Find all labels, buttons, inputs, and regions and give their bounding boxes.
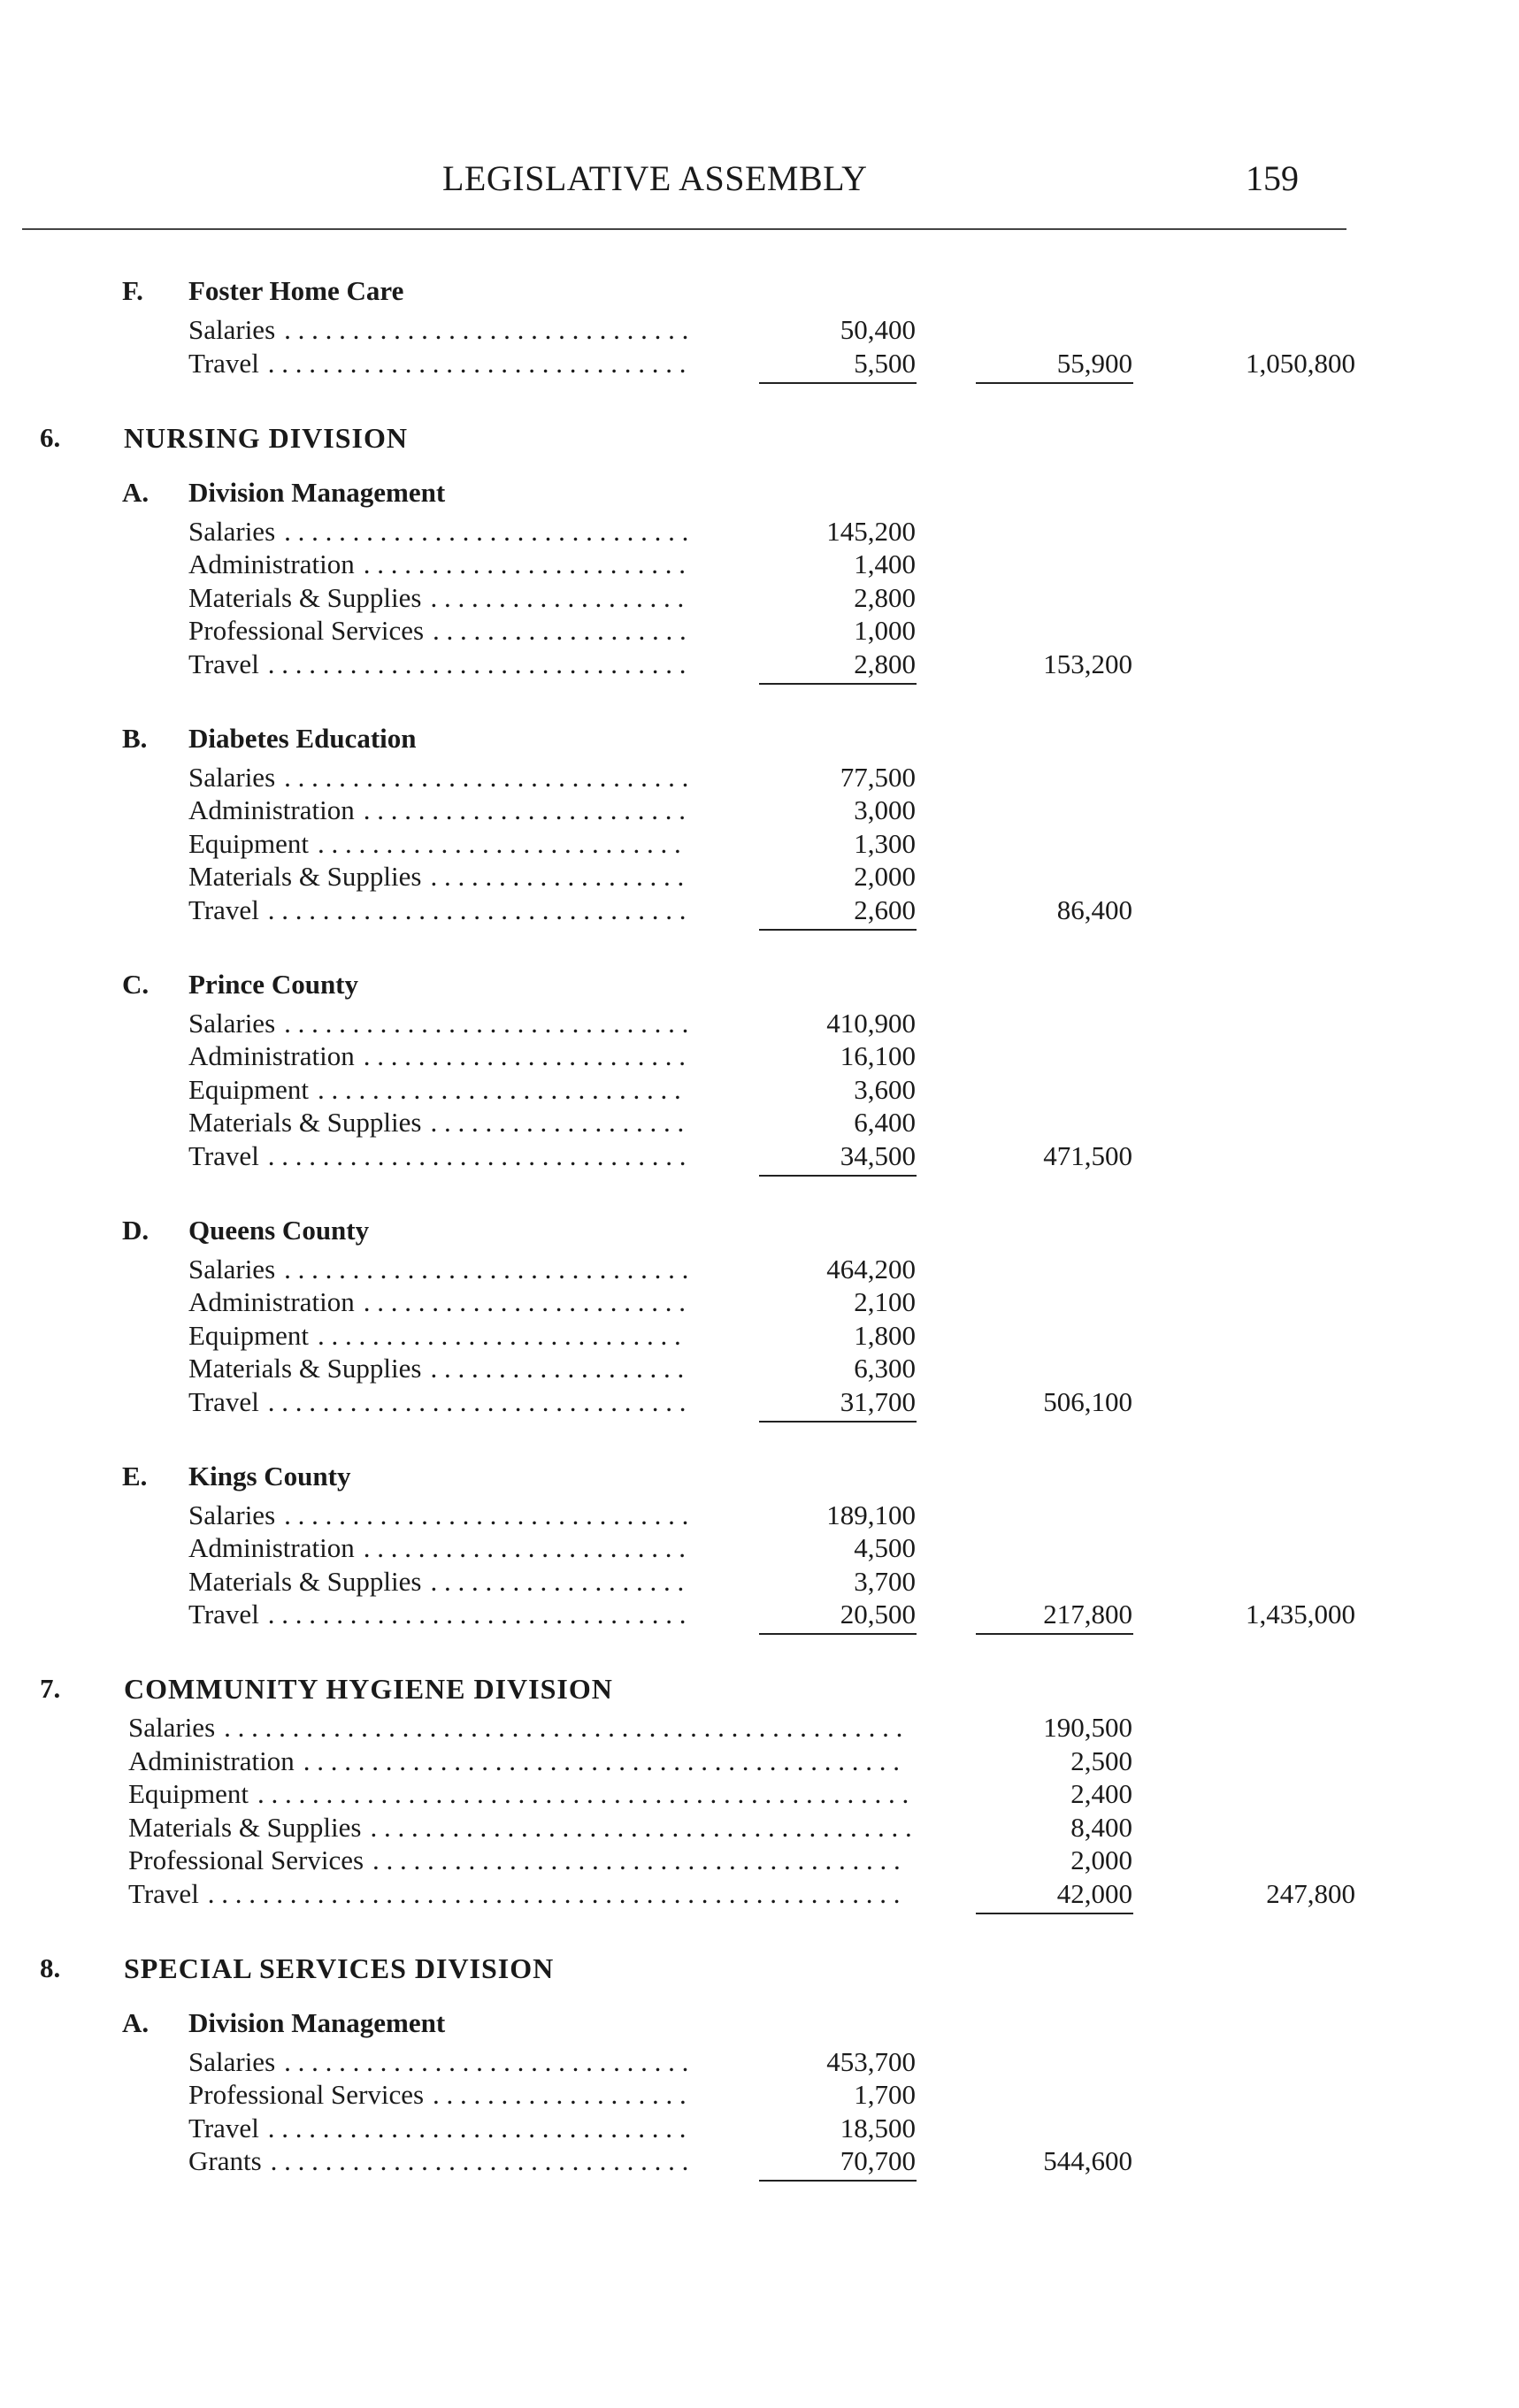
amount-subtotal: 190,500 (1043, 1712, 1132, 1743)
subsection-letter: D. (122, 1214, 150, 1246)
amount-subtotal: 55,900 (1056, 347, 1132, 379)
section-title: NURSING DIVISION (124, 421, 408, 454)
amount-subtotal: 2,000 (1070, 1844, 1132, 1875)
dot-leader: . . . . . . . . . . . . . . . . . . . . . . . . (363, 1286, 686, 1317)
amount-subtotal: 544,600 (1043, 2145, 1132, 2176)
amount-item: 2,800 (854, 648, 916, 679)
dot-leader: . . . . . . . . . . . . . . . . . . . . . . . . (363, 794, 686, 825)
line-item (0, 2144, 1519, 2178)
line-item-label: Grants (188, 2145, 262, 2176)
line-item-label: Travel (128, 1877, 199, 1909)
line-item (0, 2045, 1519, 2079)
underline-rule (976, 1633, 1133, 1635)
amount-item: 5,500 (854, 347, 916, 379)
line-item-label: Materials & Supplies (188, 1353, 422, 1384)
section-title: COMMUNITY HYGIENE DIVISION (124, 1673, 613, 1705)
amount-item: 453,700 (826, 2045, 916, 2077)
line-item (0, 1844, 1519, 1877)
subsection-title: Queens County (188, 1214, 370, 1246)
amount-item: 4,500 (854, 1532, 916, 1563)
line-item-label: Administration (188, 1040, 355, 1071)
subsection-letter: B. (122, 722, 148, 754)
underline-rule (976, 1913, 1133, 1914)
dot-leader: . . . . . . . . . . . . . . . . . . . . . . . . . . . . . . . (267, 347, 687, 379)
line-item-label: Equipment (188, 1073, 310, 1105)
amount-item: 189,100 (826, 1499, 916, 1530)
dot-leader: . . . . . . . . . . . . . . . . . . . . . . . . . . . (318, 827, 681, 859)
amount-item: 70,700 (840, 2145, 916, 2176)
amount-item: 1,700 (854, 2079, 916, 2110)
line-item (0, 893, 1519, 927)
line-item (0, 1499, 1519, 1532)
amount-item: 3,600 (854, 1073, 916, 1105)
line-item (0, 1531, 1519, 1565)
section-title: SPECIAL SERVICES DIVISION (124, 1952, 555, 1984)
line-item-label: Salaries (188, 1499, 276, 1530)
line-item (0, 1285, 1519, 1319)
amount-subtotal: 8,400 (1070, 1811, 1132, 1843)
amount-item: 1,800 (854, 1319, 916, 1351)
subsection-title: Division Management (188, 476, 446, 508)
page-header-title: LEGISLATIVE ASSEMBLY (442, 158, 868, 198)
underline-rule (976, 382, 1133, 384)
line-item-label: Travel (188, 1385, 259, 1417)
amount-subtotal: 217,800 (1043, 1599, 1132, 1630)
dot-leader: . . . . . . . . . . . . . . . . . . . (430, 1565, 685, 1597)
line-item-label: Salaries (188, 515, 276, 547)
dot-leader: . . . . . . . . . . . . . . . . . . . . . . . . (363, 1532, 686, 1563)
header-rule (22, 228, 1346, 230)
subsection-title: Division Management (188, 2006, 446, 2038)
line-item-label: Administration (188, 548, 355, 579)
line-item (0, 515, 1519, 548)
amount-item: 77,500 (840, 761, 916, 793)
amount-item: 18,500 (840, 2112, 916, 2143)
dot-leader: . . . . . . . . . . . . . . . . . . . . . . . . . . . . . . (284, 515, 689, 547)
line-item-label: Materials & Supplies (188, 581, 422, 613)
amount-item: 2,800 (854, 581, 916, 613)
amount-item: 1,300 (854, 827, 916, 859)
subsection-title: Foster Home Care (188, 275, 404, 306)
line-item-label: Administration (188, 1532, 355, 1563)
dot-leader: . . . . . . . . . . . . . . . . . . . . . . . . . . . . . . . . . . . . . . . . . . . . . . . . . . . (207, 1877, 901, 1909)
line-item-label: Materials & Supplies (128, 1811, 362, 1843)
amount-item: 6,300 (854, 1353, 916, 1384)
subsection-letter: E. (122, 1460, 148, 1492)
line-item (0, 1352, 1519, 1385)
line-item (0, 827, 1519, 861)
line-item (0, 313, 1519, 347)
dot-leader: . . . . . . . . . . . . . . . . . . . . . . . . . . . . . . . . . . . . . . . . (370, 1811, 912, 1843)
line-item (0, 1106, 1519, 1139)
line-item (0, 1007, 1519, 1040)
line-item-label: Salaries (188, 761, 276, 793)
line-item (0, 1745, 1519, 1778)
underline-rule (759, 382, 917, 384)
amount-item: 20,500 (840, 1599, 916, 1630)
line-item-label: Travel (188, 1599, 259, 1630)
amount-item: 1,000 (854, 615, 916, 646)
line-item (0, 1319, 1519, 1353)
dot-leader: . . . . . . . . . . . . . . . . . . . . . . . . . . . . . . . . . . . . . . . . . . . . (303, 1745, 900, 1776)
subsection-letter: C. (122, 968, 150, 1000)
line-item-label: Equipment (188, 1319, 310, 1351)
line-item (0, 1598, 1519, 1631)
amount-item: 34,500 (840, 1139, 916, 1171)
line-item-label: Equipment (188, 827, 310, 859)
line-item-label: Travel (188, 347, 259, 379)
amount-item: 1,400 (854, 548, 916, 579)
line-item (0, 347, 1519, 380)
line-item-label: Professional Services (188, 2079, 425, 2110)
dot-leader: . . . . . . . . . . . . . . . . . . . . . . . . . . . . . . . (267, 648, 687, 679)
line-item (0, 1877, 1519, 1911)
dot-leader: . . . . . . . . . . . . . . . . . . . . . . . . . . . . . . . . . . . . . . . . . . . . . . . . . . (224, 1712, 903, 1743)
dot-leader: . . . . . . . . . . . . . . . . . . . (430, 1107, 685, 1138)
line-item (0, 1039, 1519, 1073)
dot-leader: . . . . . . . . . . . . . . . . . . . . . . . . . . . . . . . . . . . . . . . . . . . . . . . . (257, 1778, 909, 1809)
subsection-title: Kings County (188, 1460, 351, 1492)
section-number: 8. (40, 1952, 61, 1983)
line-item (0, 761, 1519, 794)
line-item (0, 614, 1519, 648)
amount-total: 247,800 (1266, 1877, 1355, 1909)
dot-leader: . . . . . . . . . . . . . . . . . . . (430, 1353, 685, 1384)
dot-leader: . . . . . . . . . . . . . . . . . . . . . . . . . . . (318, 1073, 681, 1105)
amount-subtotal: 42,000 (1056, 1877, 1132, 1909)
line-item-label: Equipment (128, 1778, 249, 1809)
amount-item: 31,700 (840, 1385, 916, 1417)
dot-leader: . . . . . . . . . . . . . . . . . . . . . . . . . . . . . . (284, 1499, 689, 1530)
line-item (0, 648, 1519, 681)
line-item-label: Travel (188, 2112, 259, 2143)
dot-leader: . . . . . . . . . . . . . . . . . . . . . . . . . . . . . . . (267, 893, 687, 925)
amount-item: 410,900 (826, 1007, 916, 1039)
line-item-label: Materials & Supplies (188, 1565, 422, 1597)
dot-leader: . . . . . . . . . . . . . . . . . . . . . . . . . . . . . . (284, 2045, 689, 2077)
amount-item: 3,000 (854, 794, 916, 825)
subsection-title: Prince County (188, 968, 359, 1000)
page-number: 159 (1246, 158, 1299, 198)
line-item-label: Salaries (128, 1712, 216, 1743)
line-item-label: Professional Services (128, 1844, 364, 1875)
line-item (0, 1385, 1519, 1419)
line-item (0, 581, 1519, 615)
amount-item: 2,100 (854, 1286, 916, 1317)
underline-rule (759, 1175, 917, 1177)
underline-rule (759, 1421, 917, 1423)
line-item (0, 2112, 1519, 2145)
line-item-label: Administration (188, 1286, 355, 1317)
line-item (0, 548, 1519, 581)
amount-item: 145,200 (826, 515, 916, 547)
line-item-label: Salaries (188, 1007, 276, 1039)
line-item-label: Travel (188, 648, 259, 679)
amount-subtotal: 153,200 (1043, 648, 1132, 679)
amount-item: 464,200 (826, 1253, 916, 1285)
line-item (0, 1073, 1519, 1107)
dot-leader: . . . . . . . . . . . . . . . . . . . (433, 615, 687, 646)
line-item-label: Administration (128, 1745, 295, 1776)
amount-subtotal: 2,400 (1070, 1778, 1132, 1809)
line-item-label: Travel (188, 1139, 259, 1171)
line-item (0, 1253, 1519, 1286)
dot-leader: . . . . . . . . . . . . . . . . . . . . . . . . . . . . . . (284, 314, 689, 345)
dot-leader: . . . . . . . . . . . . . . . . . . . . . . . . . . . . . . . (267, 1139, 687, 1171)
underline-rule (759, 683, 917, 685)
dot-leader: . . . . . . . . . . . . . . . . . . . . . . . . . . . . . . . (267, 2112, 687, 2143)
line-item-label: Professional Services (188, 615, 425, 646)
line-item-label: Salaries (188, 2045, 276, 2077)
line-item (0, 860, 1519, 893)
dot-leader: . . . . . . . . . . . . . . . . . . . (430, 581, 685, 613)
line-item-label: Travel (188, 893, 259, 925)
dot-leader: . . . . . . . . . . . . . . . . . . . . . . . . (363, 548, 686, 579)
dot-leader: . . . . . . . . . . . . . . . . . . . . . . . . . . . . . . (284, 761, 689, 793)
amount-item: 6,400 (854, 1107, 916, 1138)
dot-leader: . . . . . . . . . . . . . . . . . . . . . . . . . . . . . . . (267, 1599, 687, 1630)
dot-leader: . . . . . . . . . . . . . . . . . . . (433, 2079, 687, 2110)
amount-subtotal: 2,500 (1070, 1745, 1132, 1776)
amount-item: 2,000 (854, 861, 916, 892)
dot-leader: . . . . . . . . . . . . . . . . . . . . . . . . . . . . . . (284, 1007, 689, 1039)
amount-total: 1,435,000 (1246, 1599, 1355, 1630)
underline-rule (759, 2180, 917, 2182)
line-item-label: Salaries (188, 314, 276, 345)
underline-rule (759, 929, 917, 931)
line-item (0, 1139, 1519, 1173)
amount-subtotal: 86,400 (1056, 893, 1132, 925)
line-item-label: Materials & Supplies (188, 861, 422, 892)
amount-subtotal: 471,500 (1043, 1139, 1132, 1171)
dot-leader: . . . . . . . . . . . . . . . . . . . . . . . . . . . (318, 1319, 681, 1351)
amount-item: 50,400 (840, 314, 916, 345)
dot-leader: . . . . . . . . . . . . . . . . . . . . . . . . . . . . . . . . . . . . . . . (372, 1844, 901, 1875)
amount-item: 3,700 (854, 1565, 916, 1597)
amount-item: 2,600 (854, 893, 916, 925)
line-item (0, 1565, 1519, 1599)
section-number: 6. (40, 421, 61, 453)
dot-leader: . . . . . . . . . . . . . . . . . . . . . . . . . . . . . . (284, 1253, 689, 1285)
subsection-letter: A. (122, 476, 150, 508)
line-item (0, 1811, 1519, 1844)
subsection-title: Diabetes Education (188, 722, 417, 754)
underline-rule (759, 1633, 917, 1635)
line-item (0, 794, 1519, 827)
amount-item: 16,100 (840, 1040, 916, 1071)
dot-leader: . . . . . . . . . . . . . . . . . . . . . . . . . . . . . . . (267, 1385, 687, 1417)
section-number: 7. (40, 1673, 61, 1704)
line-item-label: Salaries (188, 1253, 276, 1285)
amount-subtotal: 506,100 (1043, 1385, 1132, 1417)
dot-leader: . . . . . . . . . . . . . . . . . . . . . . . . . . . . . . . (270, 2145, 689, 2176)
line-item-label: Administration (188, 794, 355, 825)
subsection-letter: A. (122, 2006, 150, 2038)
subsection-letter: F. (122, 275, 143, 306)
line-item (0, 1777, 1519, 1811)
line-item (0, 2078, 1519, 2112)
line-item-label: Materials & Supplies (188, 1107, 422, 1138)
dot-leader: . . . . . . . . . . . . . . . . . . . . . . . . (363, 1040, 686, 1071)
dot-leader: . . . . . . . . . . . . . . . . . . . (430, 861, 685, 892)
amount-total: 1,050,800 (1246, 347, 1355, 379)
line-item (0, 1711, 1519, 1745)
